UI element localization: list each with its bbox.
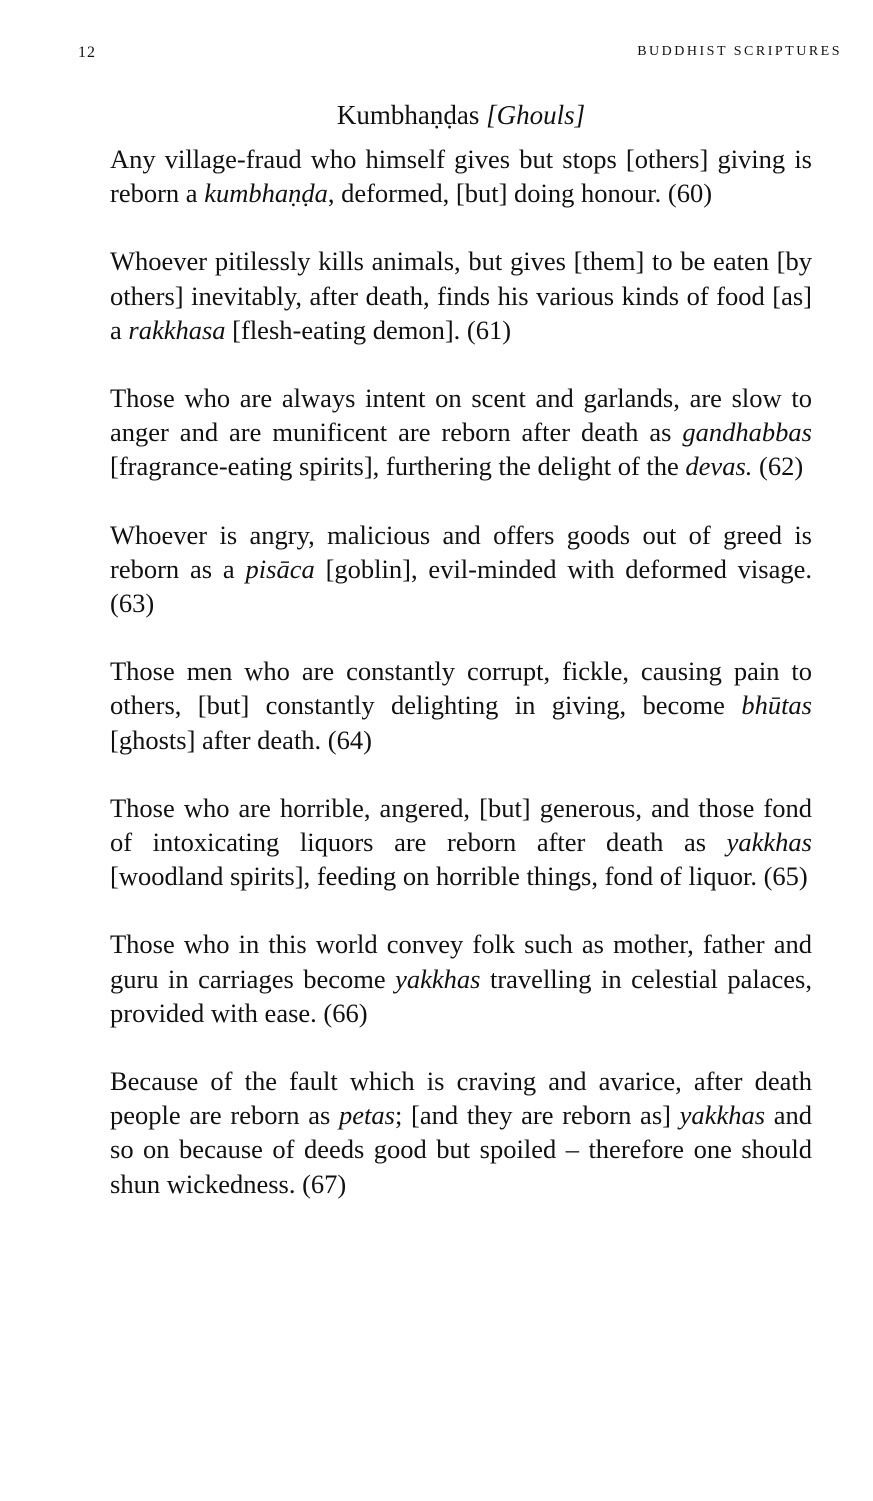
verse-60: [110, 142, 812, 210]
verse-term: devas.: [685, 451, 753, 482]
verse-text: Because of the fault which is craving and avarice, after death people are reborn as: [110, 1066, 812, 1131]
verse-text: [goblin], evil-minded with deformed visage. (63): [110, 553, 812, 619]
verse-67: [110, 1064, 812, 1201]
body-text: [110, 142, 812, 1235]
verse-term: yakkhas: [726, 827, 812, 858]
verse-term: bhūtas: [741, 690, 812, 721]
verse-text: and so on because of deeds good but spoiled – therefore one should shun wickedness. (67): [110, 1100, 812, 1199]
verse-text: travelling in celestial palaces, provided with ease. (66): [110, 963, 812, 1028]
verse-62: [110, 381, 812, 484]
verse-63: [110, 518, 812, 621]
verse-text: Those men who are constantly corrupt, fickle, causing pain to others, [but] constantly delighting in giving, become: [110, 656, 812, 721]
section-title: [110, 98, 812, 132]
verse-term: yakkhas: [679, 1100, 766, 1131]
verse-65: [110, 791, 812, 894]
verse-term: pisāca: [245, 553, 315, 584]
verse-text: ; [and they are reborn as]: [394, 1100, 680, 1131]
verse-text: Whoever pitilessly kills animals, but gives [them] to be eaten [by others] inevitably, after death, finds his various kinds of food [as] a: [110, 246, 812, 345]
verse-64: [110, 654, 812, 757]
page-number: 12: [78, 44, 96, 61]
verse-66: [110, 927, 812, 1030]
verse-term: kumbhaṇḍa: [204, 178, 328, 209]
verse-text: [fragrance-eating spirits], furthering the delight of the: [110, 451, 686, 482]
running-head: [78, 44, 842, 66]
verse-text: Those who in this world convey folk such as mother, father and guru in carriages become: [110, 929, 812, 994]
verse-61: [110, 244, 812, 347]
section-title-text: Kumbhaṇḍas: [336, 100, 480, 130]
running-title: BUDDHIST SCRIPTURES: [637, 44, 842, 59]
verse-text: [woodland spirits], feeding on horrible things, fond of liquor. (65): [110, 861, 808, 892]
verse-term: rakkhasa: [128, 314, 226, 345]
section-title-gloss: [Ghouls]: [486, 100, 586, 130]
verse-text: [flesh-eating demon]. (61): [225, 314, 512, 345]
verse-term: yakkhas: [395, 963, 481, 994]
verse-text: Whoever is angry, malicious and offers goods out of greed is reborn as a: [110, 519, 812, 584]
verse-text: Any village-fraud who himself gives but stops [others] giving is reborn a: [110, 144, 812, 209]
verse-text: (62): [752, 451, 804, 482]
verse-text: Those who are always intent on scent and garlands, are slow to anger and are munificent are reborn after death as: [110, 383, 812, 448]
verse-term: gandhabbas: [682, 417, 812, 448]
verse-text: Those who are horrible, angered, [but] generous, and those fond of intoxicating liquors are reborn after death as: [110, 792, 812, 858]
verse-text: [ghosts] after death. (64): [110, 724, 372, 755]
verse-term: petas: [339, 1100, 395, 1131]
verse-text: , deformed, [but] doing honour. (60): [327, 178, 713, 209]
